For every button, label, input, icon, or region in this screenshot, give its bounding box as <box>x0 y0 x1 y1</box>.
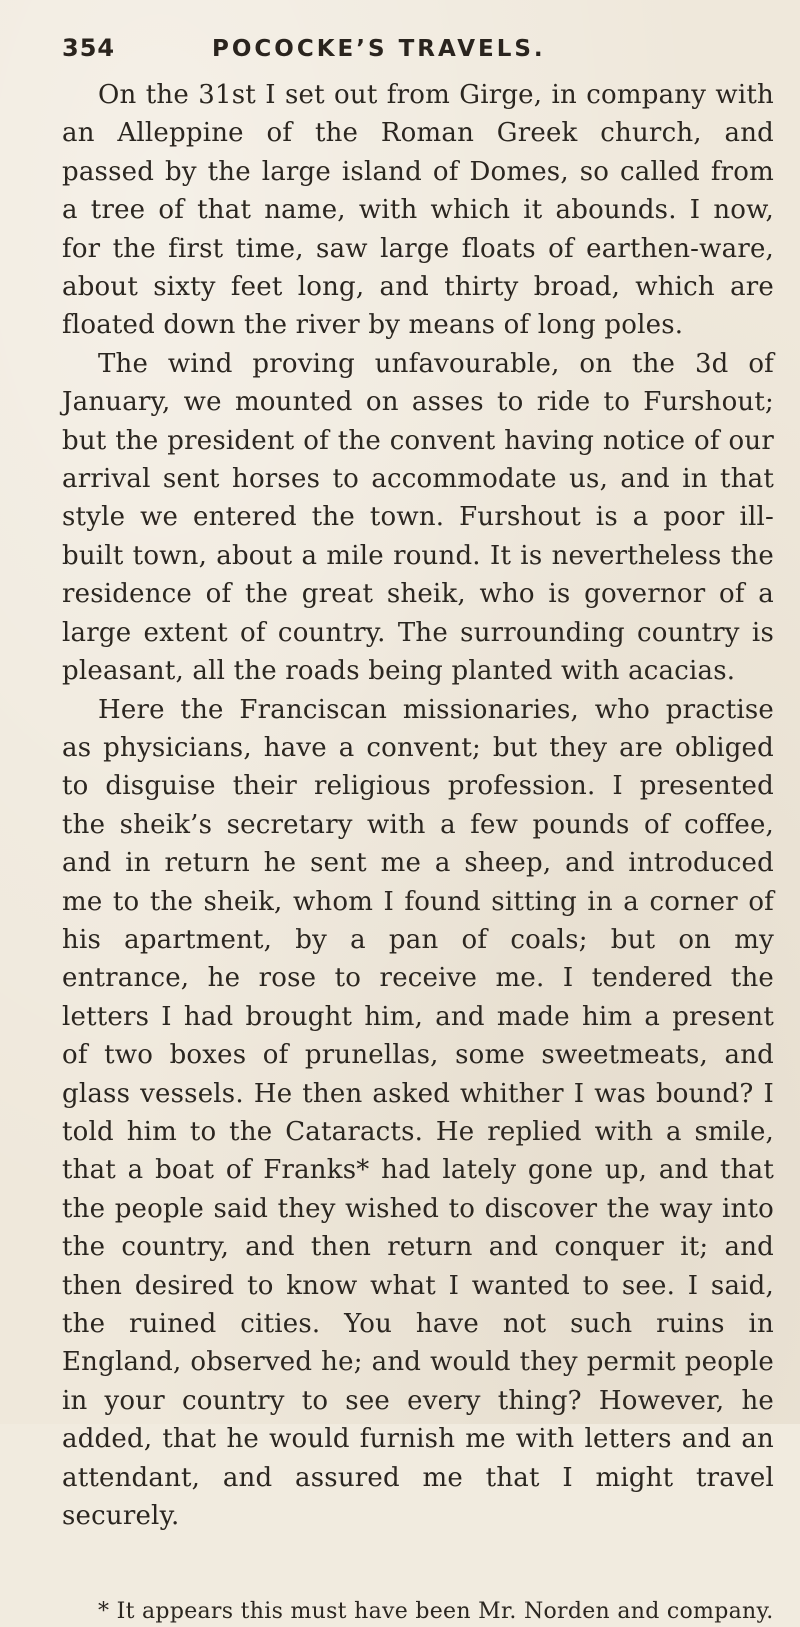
paragraph: The wind proving unfavourable, on the 3d of January, we mounted on asses to ride to Furshout; but the president of the convent having notice of our arrival sent horses to accommodate us, and in that style we entered the town. Furshout is a poor ill-built town, about a mile round. It is nevertheless the residence of the great sheik, who is governor of a large extent of country. The surrounding country is pleasant, all the roads being planted with acacias. <box>62 348 774 687</box>
page-number: 354 <box>62 34 116 62</box>
paragraph: Here the Franciscan missionaries, who practise as physicians, have a convent; but they are obliged to disguise their religious profession. I presented the sheik’s secretary with a few pounds of coffee, and in return he sent me a sheep, and introduced me to the sheik, whom I found sitting in a corner of his apartment, by a pan of coals; but on my entrance, he rose to receive me. I tendered the letters I had brought him, and made him a present of two boxes of prunellas, some sweetmeats, and glass vessels. He then asked whither I was bound? I told him to the Cataracts. He replied with a smile, that a boat of Franks* had lately gone up, and that the people said they wished to discover the way into the country, and then return and conquer it; and then desired to know what I wanted to see. I said, the ruined cities. You have not such ruins in England, observed he; and would they permit people in your country to see every thing? However, he added, that he would furnish me with letters and an attendant, and assured me that I might travel securely. <box>62 694 774 1532</box>
page-header <box>62 34 774 74</box>
body-text <box>62 76 774 1535</box>
paragraph: On the 31st I set out from Girge, in company with an Alleppine of the Roman Greek church, and passed by the large island of Domes, so called from a tree of that name, with which it abounds. I now, for the first time, saw large floats of earthen-ware, about sixty feet long, and thirty broad, which are floated down the river by means of long poles. <box>62 80 774 341</box>
running-title: POCOCKE’S TRAVELS. <box>212 36 546 62</box>
footnote: * It appears this must have been Mr. Norden and company. <box>98 1599 774 1625</box>
